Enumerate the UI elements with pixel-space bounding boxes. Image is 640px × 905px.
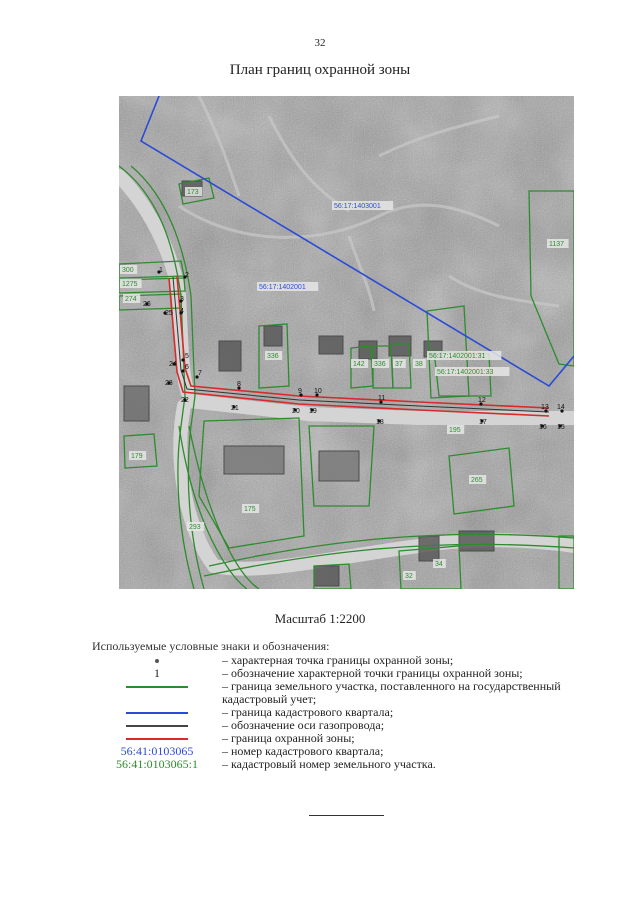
page-number: 32: [314, 37, 326, 49]
legend-title: Используемые условные знаки и обозначения:: [92, 639, 330, 653]
parcel-number-label: 175: [244, 506, 256, 513]
parcel-number-label: 56:17:1402001:33: [437, 369, 494, 376]
point-number-label: 5: [185, 353, 189, 360]
legend-symbol-text: 1: [154, 666, 160, 680]
parcel-number-label: 179: [131, 453, 143, 460]
parcel-number-label: 1137: [549, 241, 565, 248]
point-number-label: 10: [314, 388, 322, 395]
parcel-number-label: 32: [405, 573, 413, 580]
scale-label: Масштаб 1:2200: [274, 611, 366, 626]
legend-symbol-text: 56:41:0103065: [120, 744, 194, 758]
legend-description: – характерная точка границы охранной зоны;: [222, 653, 454, 667]
legend: [92, 654, 612, 771]
legend-symbol-text: 56:41:0103065:1: [115, 757, 198, 771]
map-svg: [119, 96, 574, 589]
point-number-label: 21: [231, 405, 239, 412]
point-number-label: 20: [292, 408, 300, 415]
point-number-label: 25: [165, 310, 173, 317]
point-number-label: 15: [557, 424, 565, 431]
parcel-number-label: 37: [395, 361, 403, 368]
line-swatch-icon: [126, 712, 188, 714]
parcel-number-label: 173: [187, 189, 199, 196]
point-number-label: 17: [479, 419, 487, 426]
legend-description: – граница кадастрового квартала;: [222, 705, 394, 719]
parcel-number-label: 1275: [122, 281, 138, 288]
point-number-label: 23: [165, 380, 173, 387]
footer-rule: [309, 815, 384, 816]
point-number-label: 7: [198, 370, 202, 377]
quarter-number-label: 56:17:1402001: [259, 284, 306, 291]
parcel-number-label: 34: [435, 561, 443, 568]
legend-description: – обозначение характерной точки границы охранной зоны;: [222, 666, 523, 680]
legend-symbol: [92, 680, 222, 693]
legend-description: – граница земельного участка, поставленного на государственный кадастровый учет;: [222, 679, 561, 706]
legend-item: [92, 680, 612, 706]
parcel-number-label: 293: [189, 524, 201, 531]
legend-symbol: [92, 706, 222, 719]
parcel-number-label: 336: [374, 361, 386, 368]
page-title: План границ охранной зоны: [229, 62, 411, 78]
point-number-label: 19: [309, 408, 317, 415]
point-number-label: 11: [378, 395, 386, 402]
point-number-label: 12: [478, 397, 486, 404]
parcel-number-label: 274: [125, 296, 137, 303]
line-swatch-icon: [126, 686, 188, 688]
map-view[interactable]: [119, 96, 574, 589]
parcel-number-label: 195: [449, 427, 461, 434]
parcel-number-label: 300: [122, 267, 134, 274]
legend-symbol: [92, 719, 222, 732]
parcel-number-label: 142: [353, 361, 365, 368]
point-number-label: 18: [376, 419, 384, 426]
point-number-label: 6: [185, 364, 189, 371]
legend-description: – граница охранной зоны;: [222, 731, 355, 745]
point-number-label: 2: [185, 272, 189, 279]
legend-description: – номер кадастрового квартала;: [222, 744, 384, 758]
point-number-label: 14: [557, 404, 565, 411]
point-number-label: 22: [181, 397, 189, 404]
parcel-number-label: 38: [415, 361, 423, 368]
point-number-label: 24: [169, 361, 177, 368]
point-number-label: 26: [143, 301, 151, 308]
point-dot-icon: [155, 659, 159, 663]
quarter-number-label: 56:17:1403001: [334, 203, 381, 210]
legend-symbol: [92, 758, 222, 771]
point-number-label: 9: [298, 388, 302, 395]
point-number-label: 4: [180, 308, 184, 315]
parcel-number-label: 56:17:1402001:31: [429, 353, 486, 360]
point-number-label: 8: [237, 381, 241, 388]
point-number-label: 13: [541, 404, 549, 411]
point-number-label: 3: [180, 296, 184, 303]
line-swatch-icon: [126, 738, 188, 740]
point-number-label: 1: [159, 267, 163, 274]
legend-description: – обозначение оси газопровода;: [222, 718, 385, 732]
parcel-number-label: 265: [471, 477, 483, 484]
point-number-label: 16: [539, 424, 547, 431]
line-swatch-icon: [126, 725, 188, 727]
legend-symbol: [92, 667, 222, 680]
legend-item: [92, 758, 612, 771]
parcel-number-label: 336: [267, 353, 279, 360]
legend-description: – кадастровый номер земельного участка.: [222, 757, 436, 771]
